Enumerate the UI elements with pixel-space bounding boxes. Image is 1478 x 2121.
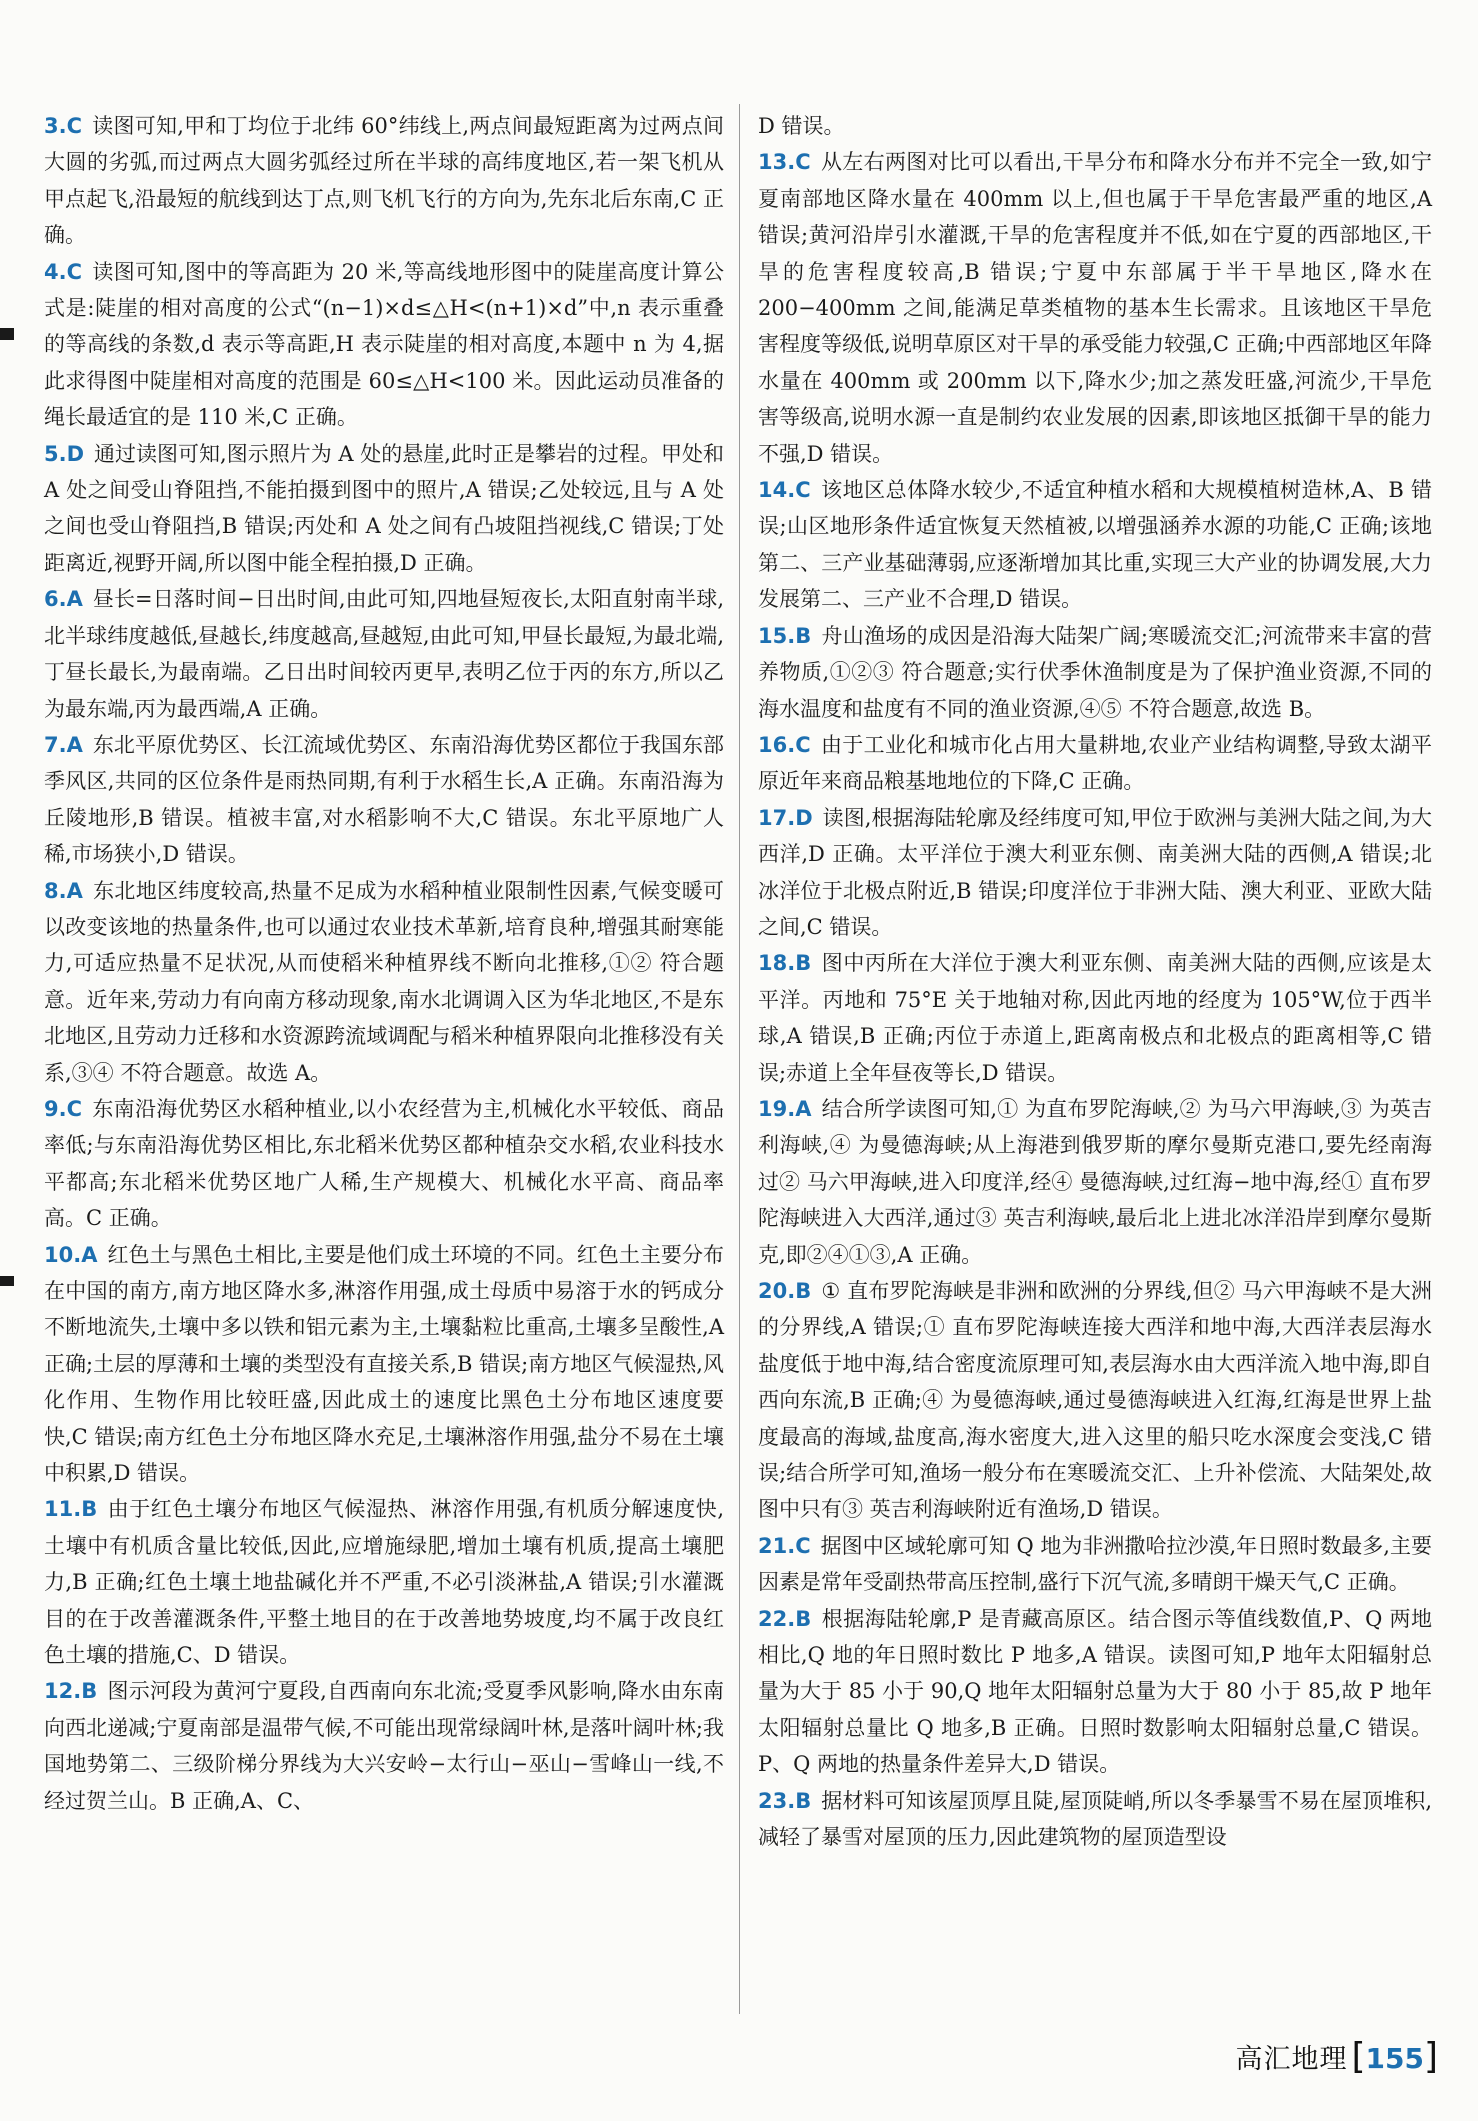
answer-text: 据材料可知该屋顶厚且陡,屋顶陡峭,所以冬季暴雪不易在屋顶堆积,减轻了暴雪对屋顶的压力,因此建筑物的屋顶造型设 bbox=[758, 1788, 1432, 1850]
answer-item bbox=[44, 727, 724, 873]
answer-text: 东南沿海优势区水稻种植业,以小农经营为主,机械化水平较低、商品率低;与东南沿海优势区相比,东北稻米优势区都种植杂交水稻,农业科技水平都高;东北稻米优势区地广人稀,生产规模大、机械化水平高、商品率高。C 正确。 bbox=[44, 1096, 724, 1231]
page-footer bbox=[1235, 2036, 1438, 2077]
answer-number: 14.C bbox=[758, 478, 811, 503]
answer-item bbox=[44, 1491, 724, 1673]
answer-text: 由于红色土壤分布地区气候湿热、淋溶作用强,有机质分解速度快,土壤中有机质含量比较低,因此,应增施绿肥,增加土壤有机质,提高土壤肥力,B 正确;红色土壤土地盐碱化并不严重,不必引淡淋盐,A 错误;引水灌溉目的在于改善灌溉条件,平整土地目的在于改善地势坡度,均不属于改良红色土壤的措施,C、D 错误。 bbox=[44, 1497, 724, 1668]
answer-text: 读图,根据海陆轮廓及经纬度可知,甲位于欧洲与美洲大陆之间,为大西洋,D 正确。太平洋位于澳大利亚东侧、南美洲大陆的西侧,A 错误;北冰洋位于北极点附近,B 错误;印度洋位于非洲大陆、澳大利亚、亚欧大陆之间,C 错误。 bbox=[758, 805, 1432, 939]
answer-number: 10.A bbox=[44, 1242, 98, 1267]
answer-number: 5.D bbox=[44, 441, 85, 466]
answer-item bbox=[758, 472, 1432, 618]
left-column bbox=[44, 108, 724, 1819]
answer-number: 23.B bbox=[758, 1788, 812, 1813]
answer-text: 读图可知,图中的等高距为 20 米,等高线地形图中的陡崖高度计算公式是:陡崖的相对高度的公式“(n−1)×d≤△H<(n+1)×d”中,n 表示重叠的等高线的条数,d 表示等高距,H 表示陡崖的相对高度,本题中 n 为 4,据此求得图中陡崖相对高度的范围是 60≤△H<100 米。因此运动员准备的绳长最适宜的是 110 米,C 正确。 bbox=[44, 259, 724, 430]
answer-number: 9.C bbox=[44, 1096, 83, 1121]
answer-item bbox=[44, 436, 724, 582]
answer-text: 通过读图可知,图示照片为 A 处的悬崖,此时正是攀岩的过程。甲处和 A 处之间受山脊阻挡,不能拍摄到图中的照片,A 错误;乙处较远,且与 A 处之间也受山脊阻挡,B 错误;丙处和 A 处之间有凸坡阻挡视线,C 错误;丁处距离近,视野开阔,所以图中能全程拍摄,D 正确。 bbox=[44, 441, 724, 575]
answer-text: 图中丙所在大洋位于澳大利亚东侧、南美洲大陆的西侧,应该是太平洋。丙地和 75°E 关于地轴对称,因此丙地的经度为 105°W,位于西半球,A 错误,B 正确;丙位于赤道上,距离南极点和北极点的距离相等,C 错误;赤道上全年昼夜等长,D 错误。 bbox=[758, 951, 1432, 1085]
answer-item bbox=[758, 945, 1432, 1091]
answer-text: ① 直布罗陀海峡是非洲和欧洲的分界线,但② 马六甲海峡不是大洲的分界线,A 错误;① 直布罗陀海峡连接大西洋和地中海,大西洋表层海水盐度低于地中海,结合密度流原理可知,表层海水由大西洋流入地中海,即自西向东流,B 正确;④ 为曼德海峡,通过曼德海峡进入红海,红海是世界上盐度最高的海域,盐度高,海水密度大,进入这里的船只吃水深度会变浅,C 错误;结合所学可知,渔场一般分布在寒暖流交汇、上升补偿流、大陆架处,故图中只有③ 英吉利海峡附近有渔场,D 错误。 bbox=[758, 1279, 1432, 1522]
answer-item bbox=[758, 1273, 1432, 1528]
answer-number: 12.B bbox=[44, 1679, 98, 1704]
answer-number: 6.A bbox=[44, 587, 83, 612]
answer-text: 东北平原优势区、长江流域优势区、东南沿海优势区都位于我国东部季风区,共同的区位条件是雨热同期,有利于水稻生长,A 正确。东南沿海为丘陵地形,B 错误。植被丰富,对水稻影响不大,C 错误。东北平原地广人稀,市场狭小,D 错误。 bbox=[44, 732, 724, 867]
answer-text: 昼长=日落时间−日出时间,由此可知,四地昼短夜长,太阳直射南半球,北半球纬度越低,昼越长,纬度越高,昼越短,由此可知,甲昼长最短,为最北端,丁昼长最长,为最南端。乙日出时间较丙更早,表明乙位于丙的东方,所以乙为最东端,丙为最西端,A 正确。 bbox=[44, 587, 724, 721]
answer-item bbox=[44, 1091, 724, 1237]
answer-number: 21.C bbox=[758, 1533, 811, 1558]
answer-item bbox=[44, 873, 724, 1091]
answer-text: 红色土与黑色土相比,主要是他们成土环境的不同。红色土主要分布在中国的南方,南方地区降水多,淋溶作用强,成土母质中易溶于水的钙成分不断地流失,土壤中多以铁和铝元素为主,土壤黏粒比重高,土壤多呈酸性,A 正确;土层的厚薄和土壤的类型没有直接关系,B 错误;南方地区气候湿热,风化作用、生物作用比较旺盛,因此成土的速度比黑色土分布地区速度要快,C 错误;南方红色土分布地区降水充足,土壤淋溶作用强,盐分不易在土壤中积累,D 错误。 bbox=[44, 1242, 724, 1486]
answer-text: 据图中区域轮廓可知 Q 地为非洲撒哈拉沙漠,年日照时数最多,主要因素是常年受副热带高压控制,盛行下沉气流,多晴朗干燥天气,C 正确。 bbox=[758, 1533, 1432, 1595]
column-divider bbox=[739, 104, 740, 2014]
answer-item bbox=[758, 108, 1432, 144]
answer-number: 16.C bbox=[758, 732, 811, 757]
answer-number: 11.B bbox=[44, 1497, 98, 1522]
answer-text: 从左右两图对比可以看出,干旱分布和降水分布并不完全一致,如宁夏南部地区降水量在 400mm 以上,但也属于干旱危害最严重的地区,A 错误;黄河沿岸引水灌溉,干旱的危害程度并不低,如在宁夏的西部地区,干旱的危害程度较高,B 错误;宁夏中东部属于半干旱地区,降水在 200−400mm 之间,能满足草类植物的基本生长需求。且该地区干旱危害程度等级低,说明草原区对干旱的承受能力较强,C 正确;中西部地区年降水量在 400mm 或 200mm 以下,降水少;加之蒸发旺盛,河流少,干旱危害等级高,说明水源一直是制约农业发展的因素,即该地区抵御干旱的能力不强,D 错误。 bbox=[758, 150, 1432, 466]
answer-item bbox=[44, 1237, 724, 1492]
answer-number: 8.A bbox=[44, 878, 83, 903]
page-number-box: [155] bbox=[1351, 2036, 1438, 2077]
answer-number: 18.B bbox=[758, 951, 812, 976]
answer-item bbox=[758, 1528, 1432, 1601]
edge-mark bbox=[0, 1276, 14, 1286]
right-column bbox=[758, 108, 1432, 1856]
edge-mark bbox=[0, 328, 14, 340]
answer-number: 4.C bbox=[44, 259, 83, 284]
page-number: 155 bbox=[1365, 2042, 1424, 2075]
answer-item bbox=[758, 727, 1432, 800]
answer-text: 舟山渔场的成因是沿海大陆架广阔;寒暖流交汇;河流带来丰富的营养物质,①②③ 符合题意;实行伏季休渔制度是为了保护渔业资源,不同的海水温度和盐度有不同的渔业资源,④⑤ 不符合题意,故选 B。 bbox=[758, 623, 1432, 721]
answer-text: 东北地区纬度较高,热量不足成为水稻种植业限制性因素,气候变暖可以改变该地的热量条件,也可以通过农业技术革新,培育良种,增强其耐寒能力,可适应热量不足状况,从而使稻米种植界线不断向北推移,①② 符合题意。近年来,劳动力有向南方移动现象,南水北调调入区为华北地区,不是东北地区,且劳动力迁移和水资源跨流域调配与稻米种植界限向北推移没有关系,③④ 不符合题意。故选 A。 bbox=[44, 878, 724, 1085]
answer-number: 19.A bbox=[758, 1096, 812, 1121]
answer-item bbox=[44, 254, 724, 436]
answer-item bbox=[44, 581, 724, 727]
answer-text: 读图可知,甲和丁均位于北纬 60°纬线上,两点间最短距离为过两点间大圆的劣弧,而过两点大圆劣弧经过所在半球的高纬度地区,若一架飞机从甲点起飞,沿最短的航线到达丁点,则飞机飞行的方向为,先东北后东南,C 正确。 bbox=[44, 114, 724, 248]
answer-item bbox=[758, 144, 1432, 472]
answer-item bbox=[44, 1673, 724, 1819]
answer-number: 3.C bbox=[44, 114, 83, 138]
answer-item bbox=[758, 618, 1432, 727]
answer-number: 15.B bbox=[758, 623, 812, 648]
answer-text: 根据海陆轮廓,P 是青藏高原区。结合图示等值线数值,P、Q 两地相比,Q 地的年日照时数比 P 地多,A 错误。读图可知,P 地年太阳辐射总量为大于 85 小于 90,Q 地年太阳辐射总量为大于 80 小于 85,故 P 地年太阳辐射总量比 Q 地多,B 正确。日照时数影响太阳辐射总量,C 错误。P、Q 两地的热量条件差异大,D 错误。 bbox=[758, 1606, 1432, 1777]
answer-text: 结合所学读图可知,① 为直布罗陀海峡,② 为马六甲海峡,③ 为英吉利海峡,④ 为曼德海峡;从上海港到俄罗斯的摩尔曼斯克港口,要先经南海过② 马六甲海峡,进入印度洋,经④ 曼德海峡,过红海−地中海,经① 直布罗陀海峡进入大西洋,通过③ 英吉利海峡,最后北上进北冰洋沿岸到摩尔曼斯克,即②④①③,A 正确。 bbox=[758, 1096, 1432, 1267]
footer-subject: 高汇地理 bbox=[1235, 2044, 1348, 2075]
answer-number: 17.D bbox=[758, 805, 813, 830]
answer-item bbox=[758, 1601, 1432, 1783]
answer-number: 22.B bbox=[758, 1606, 812, 1631]
answer-text: 由于工业化和城市化占用大量耕地,农业产业结构调整,导致太湖平原近年来商品粮基地地位的下降,C 正确。 bbox=[758, 732, 1432, 794]
answer-text: 该地区总体降水较少,不适宜种植水稻和大规模植树造林,A、B 错误;山区地形条件适宜恢复天然植被,以增强涵养水源的功能,C 正确;该地第二、三产业基础薄弱,应逐渐增加其比重,实现三大产业的协调发展,大力发展第二、三产业不合理,D 错误。 bbox=[758, 478, 1432, 612]
answer-number: 7.A bbox=[44, 732, 83, 757]
answer-item bbox=[44, 108, 724, 254]
answer-text: D 错误。 bbox=[758, 114, 845, 138]
answer-number: 13.C bbox=[758, 150, 811, 175]
answer-text: 图示河段为黄河宁夏段,自西南向东北流;受夏季风影响,降水由东南向西北递减;宁夏南部是温带气候,不可能出现常绿阔叶林,是落叶阔叶林;我国地势第二、三级阶梯分界线为大兴安岭−太行山−巫山−雪峰山一线,不经过贺兰山。B 正确,A、C、 bbox=[44, 1679, 724, 1813]
answer-number: 20.B bbox=[758, 1279, 812, 1303]
answer-item bbox=[758, 1783, 1432, 1856]
answer-item bbox=[758, 800, 1432, 946]
answer-item bbox=[758, 1091, 1432, 1273]
